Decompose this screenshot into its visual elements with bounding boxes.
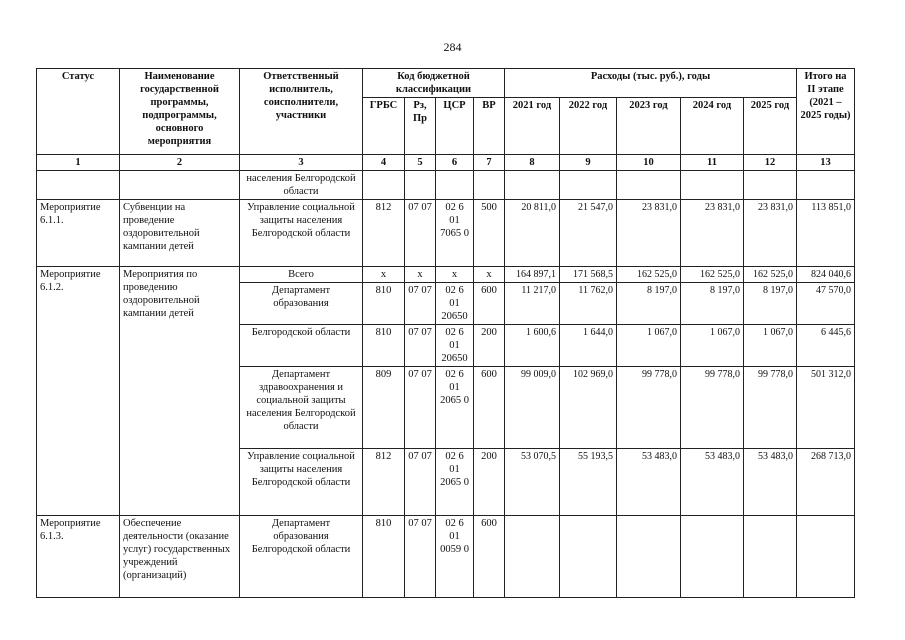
column-index: 8 (505, 155, 560, 171)
value-total: 501 312,0 (797, 367, 855, 449)
name-cell: Субвенции на проведение оздоровительной кампании детей (120, 200, 240, 267)
executor-cell: Департамент здравоохранения и социальной защиты населения Белгородской области (240, 367, 363, 449)
rzpr-cell: х (405, 267, 436, 283)
header-name: Наименование государственной программы, подпрограммы, основного мероприятия (120, 69, 240, 155)
column-index: 6 (436, 155, 474, 171)
grbs-cell: х (363, 267, 405, 283)
header-csr: ЦСР (436, 98, 474, 155)
value-2024: 99 778,0 (681, 367, 744, 449)
rzpr-cell: 07 07 (405, 283, 436, 325)
value-2025: 1 067,0 (744, 325, 797, 367)
value-2025: 23 831,0 (744, 200, 797, 267)
vr-cell: 500 (474, 200, 505, 267)
header-code-group: Код бюджетной классификации (363, 69, 505, 98)
value-2022: 21 547,0 (560, 200, 617, 267)
header-expenses-group: Расходы (тыс. руб.), годы (505, 69, 797, 98)
value-2021: 99 009,0 (505, 367, 560, 449)
column-index: 5 (405, 155, 436, 171)
executor-cell: Управление социальной защиты населения Белгородской области (240, 200, 363, 267)
value-2025: 8 197,0 (744, 283, 797, 325)
header-executor: Ответственный исполнитель, соисполнители, участники (240, 69, 363, 155)
executor-cell: населения Белгородской области (240, 171, 363, 200)
vr-cell: 200 (474, 325, 505, 367)
value-2024: 23 831,0 (681, 200, 744, 267)
value-2025: 162 525,0 (744, 267, 797, 283)
header-2021: 2021 год (505, 98, 560, 155)
vr-cell: 200 (474, 449, 505, 516)
column-index: 11 (681, 155, 744, 171)
column-index: 10 (617, 155, 681, 171)
value-total: 824 040,6 (797, 267, 855, 283)
header-vr: ВР (474, 98, 505, 155)
status-cell: Мероприятие 6.1.2. (37, 267, 120, 516)
value-2021: 20 811,0 (505, 200, 560, 267)
vr-cell: 600 (474, 516, 505, 598)
table-row (37, 200, 855, 267)
column-index: 3 (240, 155, 363, 171)
value-2024: 162 525,0 (681, 267, 744, 283)
value-2022: 11 762,0 (560, 283, 617, 325)
header-grbs: ГРБС (363, 98, 405, 155)
status-cell: Мероприятие 6.1.3. (37, 516, 120, 598)
csr-cell: х (436, 267, 474, 283)
rzpr-cell: 07 07 (405, 200, 436, 267)
executor-cell: Белгородской области (240, 325, 363, 367)
value-2024: 53 483,0 (681, 449, 744, 516)
column-index-row (37, 155, 855, 171)
table-row (37, 267, 855, 283)
header-2025: 2025 год (744, 98, 797, 155)
executor-cell: Департамент образования (240, 283, 363, 325)
header-total: Итого на II этапе (2021 – 2025 годы) (797, 69, 855, 155)
grbs-cell: 810 (363, 283, 405, 325)
value-2025: 53 483,0 (744, 449, 797, 516)
value-2024: 8 197,0 (681, 283, 744, 325)
name-cell: Мероприятия по проведению оздоровительной кампании детей (120, 267, 240, 516)
rzpr-cell: 07 07 (405, 516, 436, 598)
grbs-cell: 812 (363, 449, 405, 516)
table-row (37, 516, 855, 598)
value-total: 6 445,6 (797, 325, 855, 367)
value-2021: 53 070,5 (505, 449, 560, 516)
value-2021: 164 897,1 (505, 267, 560, 283)
value-total: 47 570,0 (797, 283, 855, 325)
csr-cell: 02 6 01 0059 0 (436, 516, 474, 598)
value-2024: 1 067,0 (681, 325, 744, 367)
header-2022: 2022 год (560, 98, 617, 155)
vr-cell: 600 (474, 283, 505, 325)
header-row-1 (37, 69, 855, 98)
csr-cell: 02 6 01 20650 (436, 325, 474, 367)
rzpr-cell: 07 07 (405, 449, 436, 516)
column-index: 12 (744, 155, 797, 171)
value-2023: 99 778,0 (617, 367, 681, 449)
rzpr-cell: 07 07 (405, 325, 436, 367)
executor-cell: Всего (240, 267, 363, 283)
csr-cell: 02 6 01 2065 0 (436, 367, 474, 449)
column-index: 13 (797, 155, 855, 171)
header-status: Статус (37, 69, 120, 155)
column-index: 4 (363, 155, 405, 171)
vr-cell: 600 (474, 367, 505, 449)
column-index: 7 (474, 155, 505, 171)
column-index: 2 (120, 155, 240, 171)
csr-cell: 02 6 01 20650 (436, 283, 474, 325)
value-2023: 162 525,0 (617, 267, 681, 283)
value-total: 113 851,0 (797, 200, 855, 267)
page-number: 284 (443, 40, 462, 54)
budget-table (36, 68, 855, 598)
executor-cell: Управление социальной защиты населения Белгородской области (240, 449, 363, 516)
value-2023: 23 831,0 (617, 200, 681, 267)
continuation-row (37, 171, 855, 200)
value-2023: 53 483,0 (617, 449, 681, 516)
value-total: 268 713,0 (797, 449, 855, 516)
value-2023: 8 197,0 (617, 283, 681, 325)
executor-cell: Департамент образования Белгородской области (240, 516, 363, 598)
vr-cell: х (474, 267, 505, 283)
grbs-cell: 812 (363, 200, 405, 267)
grbs-cell: 810 (363, 325, 405, 367)
grbs-cell: 810 (363, 516, 405, 598)
value-2025: 99 778,0 (744, 367, 797, 449)
value-2021: 11 217,0 (505, 283, 560, 325)
value-2022: 102 969,0 (560, 367, 617, 449)
csr-cell: 02 6 01 7065 0 (436, 200, 474, 267)
header-rzpr: Рз, Пр (405, 98, 436, 155)
value-2022: 1 644,0 (560, 325, 617, 367)
status-cell: Мероприятие 6.1.1. (37, 200, 120, 267)
value-2023: 1 067,0 (617, 325, 681, 367)
rzpr-cell: 07 07 (405, 367, 436, 449)
grbs-cell: 809 (363, 367, 405, 449)
column-index: 9 (560, 155, 617, 171)
csr-cell: 02 6 01 2065 0 (436, 449, 474, 516)
header-2023: 2023 год (617, 98, 681, 155)
value-2021: 1 600,6 (505, 325, 560, 367)
column-index: 1 (37, 155, 120, 171)
value-2022: 171 568,5 (560, 267, 617, 283)
name-cell: Обеспечение деятельности (оказание услуг) государственных учреждений (организаций) (120, 516, 240, 598)
value-2022: 55 193,5 (560, 449, 617, 516)
header-2024: 2024 год (681, 98, 744, 155)
